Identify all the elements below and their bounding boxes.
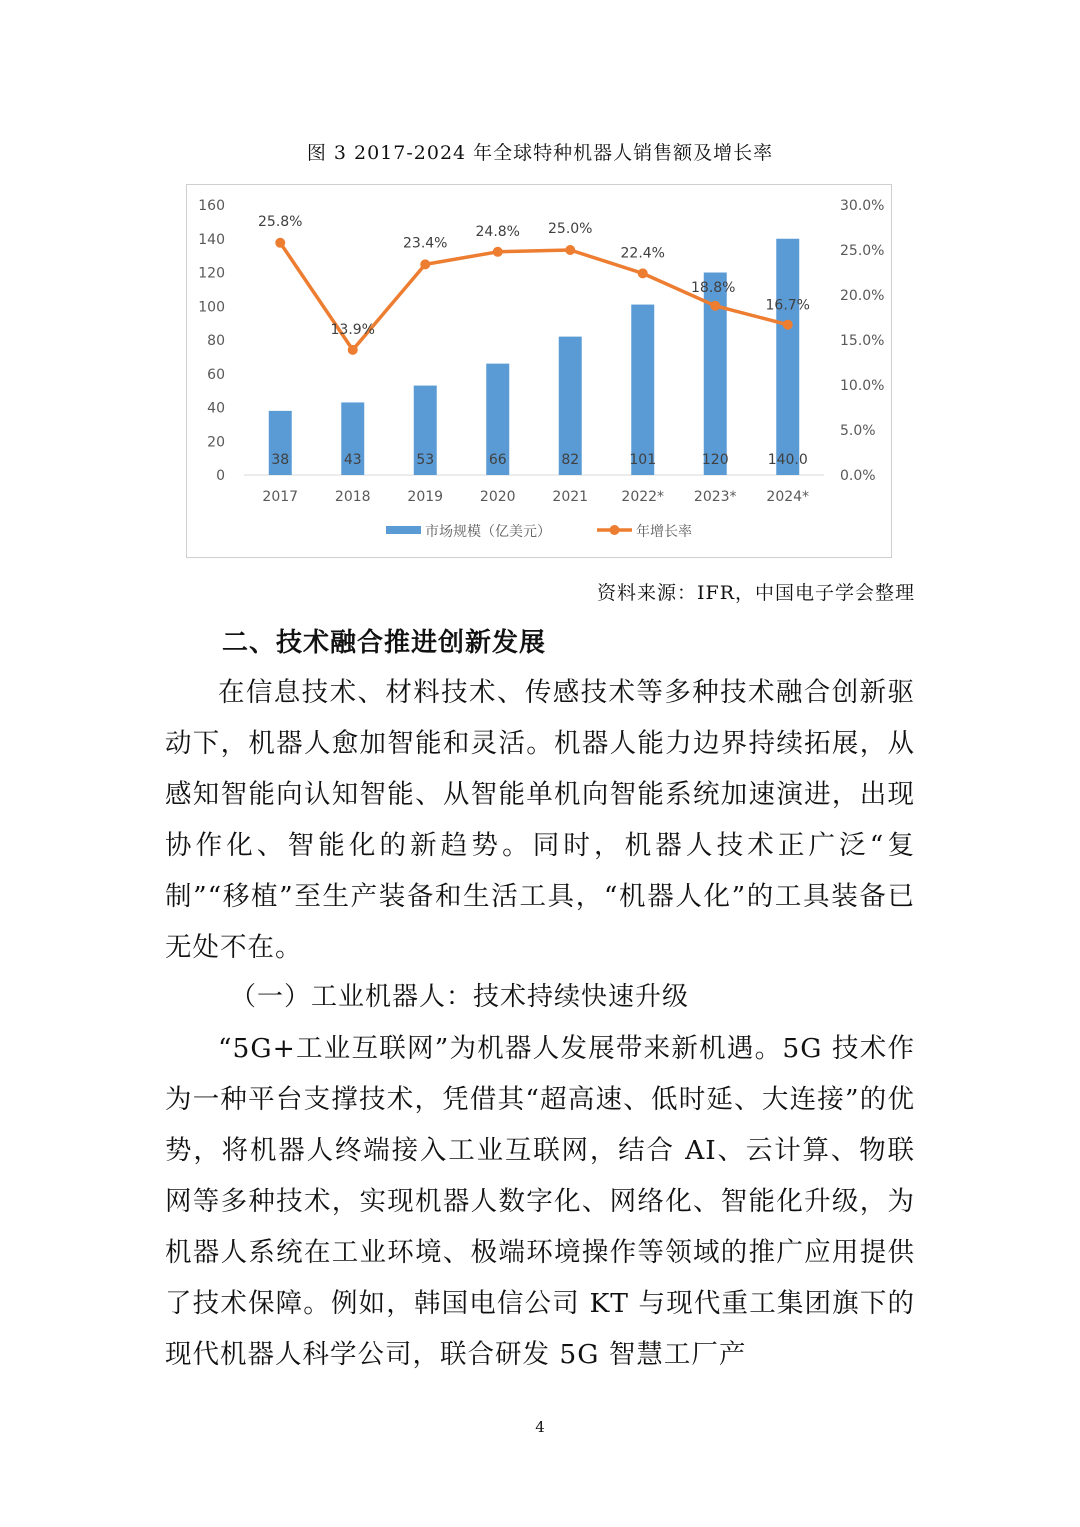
- bar-data-label: 140.0: [767, 452, 808, 468]
- y-left-tick-label: 20: [207, 434, 225, 451]
- paragraph-1: 在信息技术、材料技术、传感技术等多种技术融合创新驱动下，机器人愈加智能和灵活。机器人能力边界持续拓展，从感知智能向认知智能、从智能单机向智能系统加速演进，出现协作化、智能化的新趋势。同时，机器人技术正广泛“复制”“移植”至生产装备和生活工具，“机器人化”的工具装备已无处不在。: [165, 677, 915, 963]
- growth-data-label: 16.7%: [765, 297, 810, 314]
- y-left-tick-label: 120: [198, 265, 225, 282]
- growth-point: [348, 345, 358, 355]
- x-tick-label: 2024*: [766, 489, 810, 505]
- page-number: 4: [535, 1418, 545, 1436]
- growth-point: [493, 247, 503, 257]
- growth-point: [420, 259, 430, 269]
- y-left-tick-label: 80: [207, 333, 225, 349]
- y-left-tick-label: 140: [198, 231, 225, 248]
- growth-data-label: 13.9%: [330, 321, 375, 338]
- bar-data-label: 53: [416, 452, 435, 468]
- legend-bar-label: 市场规模（亿美元）: [425, 524, 551, 540]
- x-tick-label: 2018: [334, 489, 371, 505]
- legend-line-marker: [610, 525, 620, 535]
- legend-bar-swatch: [386, 526, 421, 534]
- x-tick-label: 2020: [479, 489, 516, 505]
- y-left-tick-label: 0: [216, 468, 225, 484]
- growth-data-label: 22.4%: [620, 245, 665, 262]
- bar-data-label: 120: [701, 452, 729, 468]
- y-right-tick-label: 20.0%: [840, 288, 885, 304]
- bar-data-label: 66: [488, 452, 507, 468]
- growth-data-label: 23.4%: [403, 235, 448, 252]
- growth-point: [710, 301, 720, 311]
- bar-data-label: 43: [343, 452, 362, 468]
- subsection-heading: （一）工业机器人：技术持续快速升级: [230, 982, 690, 1012]
- growth-point: [783, 320, 793, 330]
- x-tick-label: 2021: [552, 489, 589, 505]
- x-tick-label: 2017: [262, 489, 299, 505]
- section-heading: 二、技术融合推进创新发展: [222, 628, 547, 658]
- growth-point: [275, 238, 285, 248]
- y-right-tick-label: 15.0%: [840, 333, 885, 349]
- y-right-tick-label: 10.0%: [840, 378, 885, 394]
- sales-growth-chart: [187, 185, 893, 559]
- x-tick-label: 2023*: [693, 489, 737, 505]
- growth-point: [565, 245, 575, 255]
- y-left-tick-label: 60: [207, 366, 225, 383]
- paragraph-2: “5G+工业互联网”为机器人发展带来新机遇。5G 技术作为一种平台支撑技术，凭借其“超高速、低时延、大连接”的优势，将机器人终端接入工业互联网，结合 AI、云计算、物联网等多种技术，实现机器人数字化、网络化、智能化升级，为机器人系统在工业环境、极端环境操作等领域的推广应用提供了技术保障。例如，韩国电信公司 KT 与现代重工集团旗下的现代机器人科学公司，联合研发 5G 智慧工厂产: [165, 1033, 915, 1370]
- y-right-tick-label: 25.0%: [840, 243, 885, 259]
- bar: [629, 305, 657, 475]
- growth-data-label: 25.8%: [258, 213, 303, 230]
- chart-container: [186, 184, 892, 558]
- figure-caption: 图 3 2017-2024 年全球特种机器人销售额及增长率: [306, 142, 774, 164]
- legend-line-label: 年增长率: [636, 524, 692, 540]
- bar-data-label: 38: [271, 452, 290, 468]
- bar-data-label: 101: [629, 452, 657, 468]
- x-tick-label: 2022*: [621, 489, 665, 505]
- x-tick-label: 2019: [407, 489, 444, 505]
- growth-point: [638, 268, 648, 278]
- y-right-tick-label: 5.0%: [840, 423, 876, 439]
- growth-data-label: 25.0%: [548, 221, 593, 237]
- bar: [776, 239, 799, 475]
- figure-source: 资料来源：IFR，中国电子学会整理: [597, 582, 915, 604]
- y-right-tick-label: 0.0%: [840, 468, 876, 484]
- y-left-tick-label: 40: [207, 400, 225, 417]
- y-right-tick-label: 30.0%: [840, 198, 885, 214]
- growth-data-label: 18.8%: [691, 279, 736, 296]
- growth-data-label: 24.8%: [475, 223, 520, 240]
- y-left-tick-label: 160: [198, 198, 225, 214]
- bar-data-label: 82: [561, 452, 580, 468]
- y-left-tick-label: 100: [198, 299, 225, 316]
